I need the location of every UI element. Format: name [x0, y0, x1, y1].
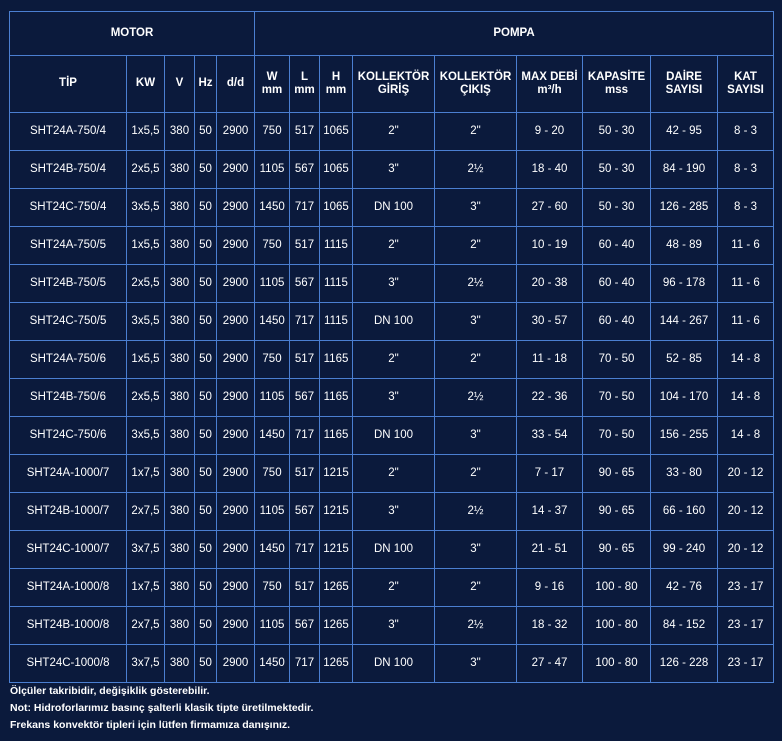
cell-hz: 50 [195, 493, 217, 531]
cell-kat-sayisi: 8 - 3 [718, 151, 774, 189]
cell-kollektor-cikis: 2" [435, 227, 517, 265]
cell-kapasite: 50 - 30 [583, 151, 651, 189]
cell-kapasite: 90 - 65 [583, 455, 651, 493]
cell-hz: 50 [195, 455, 217, 493]
cell-kat-sayisi: 8 - 3 [718, 189, 774, 227]
cell-kw: 1x5,5 [127, 341, 165, 379]
cell-w: 750 [255, 227, 290, 265]
cell-max-debi: 22 - 36 [517, 379, 583, 417]
cell-kat-sayisi: 23 - 17 [718, 607, 774, 645]
cell-l: 517 [290, 113, 320, 151]
col-h-unit: mm [325, 84, 347, 96]
group-motor: MOTOR [10, 12, 255, 56]
cell-max-debi: 21 - 51 [517, 531, 583, 569]
cell-kollektor-giris: 2" [353, 227, 435, 265]
cell-v: 380 [165, 189, 195, 227]
cell-kat-sayisi: 11 - 6 [718, 265, 774, 303]
col-max-debi-unit: m³/h [537, 84, 562, 96]
col-w-unit: mm [261, 84, 283, 96]
cell-v: 380 [165, 265, 195, 303]
col-kollektor-cikis-sub: ÇIKIŞ [460, 84, 491, 96]
cell-kw: 1x5,5 [127, 113, 165, 151]
cell-v: 380 [165, 607, 195, 645]
cell-kat-sayisi: 14 - 8 [718, 341, 774, 379]
cell-w: 750 [255, 341, 290, 379]
col-l-label: L [300, 70, 309, 83]
cell-kollektor-cikis: 2½ [435, 607, 517, 645]
cell-max-debi: 18 - 32 [517, 607, 583, 645]
cell-kapasite: 70 - 50 [583, 379, 651, 417]
cell-w: 1105 [255, 379, 290, 417]
note-line-1: Ölçüler takribidir, değişiklik gösterebilir. [10, 685, 210, 697]
col-kat-sub: SAYISI [727, 84, 764, 96]
cell-h: 1065 [320, 189, 353, 227]
table-row [10, 645, 774, 683]
cell-kapasite: 100 - 80 [583, 569, 651, 607]
note-line-3: Frekans konvektör tipleri için lütfen firmamıza danışınız. [10, 719, 291, 731]
cell-kat-sayisi: 11 - 6 [718, 227, 774, 265]
cell-l: 717 [290, 645, 320, 683]
table-row [10, 493, 774, 531]
cell-daire-sayisi: 42 - 76 [651, 569, 718, 607]
cell-dd: 2900 [217, 341, 255, 379]
cell-hz: 50 [195, 113, 217, 151]
cell-tip: SHT24B-750/5 [10, 265, 127, 303]
cell-daire-sayisi: 66 - 160 [651, 493, 718, 531]
cell-l: 517 [290, 569, 320, 607]
cell-w: 750 [255, 113, 290, 151]
col-kollektor-cikis-label: KOLLEKTÖR [439, 70, 512, 83]
col-daire-sayisi [651, 56, 718, 113]
cell-daire-sayisi: 96 - 178 [651, 265, 718, 303]
cell-kat-sayisi: 14 - 8 [718, 417, 774, 455]
cell-dd: 2900 [217, 493, 255, 531]
cell-max-debi: 27 - 60 [517, 189, 583, 227]
cell-kapasite: 70 - 50 [583, 341, 651, 379]
cell-daire-sayisi: 99 - 240 [651, 531, 718, 569]
cell-h: 1215 [320, 493, 353, 531]
cell-dd: 2900 [217, 113, 255, 151]
cell-daire-sayisi: 84 - 152 [651, 607, 718, 645]
table-row [10, 607, 774, 645]
cell-dd: 2900 [217, 189, 255, 227]
table-row [10, 189, 774, 227]
cell-max-debi: 33 - 54 [517, 417, 583, 455]
col-kollektor-giris-sub: GİRİŞ [377, 84, 410, 96]
cell-w: 1450 [255, 189, 290, 227]
cell-tip: SHT24B-750/6 [10, 379, 127, 417]
cell-kollektor-cikis: 2½ [435, 265, 517, 303]
cell-v: 380 [165, 151, 195, 189]
cell-tip: SHT24B-1000/8 [10, 607, 127, 645]
cell-kollektor-giris: 2" [353, 455, 435, 493]
cell-hz: 50 [195, 645, 217, 683]
table-row [10, 417, 774, 455]
cell-kat-sayisi: 20 - 12 [718, 493, 774, 531]
cell-hz: 50 [195, 303, 217, 341]
cell-l: 567 [290, 607, 320, 645]
cell-v: 380 [165, 341, 195, 379]
cell-w: 1450 [255, 303, 290, 341]
cell-v: 380 [165, 417, 195, 455]
cell-dd: 2900 [217, 265, 255, 303]
cell-kollektor-cikis: 3" [435, 645, 517, 683]
spec-table [9, 11, 774, 683]
cell-daire-sayisi: 33 - 80 [651, 455, 718, 493]
cell-kollektor-giris: 3" [353, 607, 435, 645]
cell-v: 380 [165, 531, 195, 569]
cell-max-debi: 7 - 17 [517, 455, 583, 493]
cell-kw: 2x5,5 [127, 265, 165, 303]
cell-h: 1165 [320, 341, 353, 379]
cell-tip: SHT24A-750/4 [10, 113, 127, 151]
cell-w: 1450 [255, 645, 290, 683]
cell-v: 380 [165, 227, 195, 265]
table-row [10, 569, 774, 607]
column-header-row [10, 56, 774, 113]
cell-l: 717 [290, 531, 320, 569]
cell-v: 380 [165, 113, 195, 151]
cell-kollektor-giris: 2" [353, 569, 435, 607]
col-max-debi [517, 56, 583, 113]
cell-daire-sayisi: 48 - 89 [651, 227, 718, 265]
cell-kw: 3x5,5 [127, 417, 165, 455]
cell-dd: 2900 [217, 417, 255, 455]
cell-kat-sayisi: 8 - 3 [718, 113, 774, 151]
cell-hz: 50 [195, 379, 217, 417]
cell-dd: 2900 [217, 151, 255, 189]
cell-kat-sayisi: 20 - 12 [718, 531, 774, 569]
cell-w: 1105 [255, 493, 290, 531]
cell-kollektor-cikis: 2" [435, 569, 517, 607]
cell-hz: 50 [195, 417, 217, 455]
col-daire-sub: SAYISI [665, 84, 703, 96]
cell-hz: 50 [195, 341, 217, 379]
cell-dd: 2900 [217, 227, 255, 265]
cell-kollektor-cikis: 2½ [435, 493, 517, 531]
cell-kapasite: 90 - 65 [583, 531, 651, 569]
col-kat-sayisi [718, 56, 774, 113]
note-line-2: Not: Hidroforlarımız basınç şalterli klasik tipte üretilmektedir. [10, 702, 314, 714]
col-v: V [165, 56, 195, 113]
cell-dd: 2900 [217, 379, 255, 417]
cell-w: 750 [255, 455, 290, 493]
cell-kw: 2x5,5 [127, 151, 165, 189]
cell-kollektor-giris: DN 100 [353, 303, 435, 341]
cell-l: 567 [290, 493, 320, 531]
cell-hz: 50 [195, 531, 217, 569]
cell-max-debi: 11 - 18 [517, 341, 583, 379]
cell-v: 380 [165, 493, 195, 531]
col-h [320, 56, 353, 113]
cell-kollektor-giris: 3" [353, 151, 435, 189]
cell-h: 1065 [320, 113, 353, 151]
cell-hz: 50 [195, 151, 217, 189]
col-l-unit: mm [294, 84, 315, 96]
cell-kollektor-cikis: 2" [435, 341, 517, 379]
cell-kollektor-giris: DN 100 [353, 189, 435, 227]
cell-h: 1165 [320, 417, 353, 455]
cell-kapasite: 60 - 40 [583, 265, 651, 303]
table-row [10, 265, 774, 303]
cell-w: 1105 [255, 265, 290, 303]
cell-daire-sayisi: 144 - 267 [651, 303, 718, 341]
cell-tip: SHT24B-1000/7 [10, 493, 127, 531]
cell-w: 1105 [255, 151, 290, 189]
cell-kapasite: 50 - 30 [583, 189, 651, 227]
cell-kw: 1x7,5 [127, 569, 165, 607]
cell-max-debi: 20 - 38 [517, 265, 583, 303]
cell-dd: 2900 [217, 607, 255, 645]
cell-h: 1265 [320, 607, 353, 645]
cell-hz: 50 [195, 227, 217, 265]
cell-w: 1105 [255, 607, 290, 645]
cell-kollektor-giris: 2" [353, 341, 435, 379]
cell-kw: 3x5,5 [127, 303, 165, 341]
cell-l: 717 [290, 189, 320, 227]
cell-tip: SHT24C-1000/7 [10, 531, 127, 569]
cell-h: 1115 [320, 265, 353, 303]
cell-l: 567 [290, 379, 320, 417]
cell-kw: 1x5,5 [127, 227, 165, 265]
cell-kollektor-giris: 3" [353, 379, 435, 417]
cell-h: 1115 [320, 303, 353, 341]
cell-l: 717 [290, 303, 320, 341]
table-row [10, 531, 774, 569]
cell-dd: 2900 [217, 645, 255, 683]
cell-kw: 3x7,5 [127, 645, 165, 683]
col-dd: d/d [217, 56, 255, 113]
col-kapasite-label: KAPASİTE [587, 70, 646, 83]
cell-daire-sayisi: 104 - 170 [651, 379, 718, 417]
col-tip: TİP [10, 56, 127, 113]
cell-h: 1115 [320, 227, 353, 265]
cell-kollektor-cikis: 2½ [435, 379, 517, 417]
cell-kollektor-giris: 3" [353, 493, 435, 531]
col-kw: KW [127, 56, 165, 113]
cell-kw: 2x7,5 [127, 493, 165, 531]
col-kollektor-cikis [435, 56, 517, 113]
cell-tip: SHT24A-750/6 [10, 341, 127, 379]
cell-daire-sayisi: 126 - 285 [651, 189, 718, 227]
cell-l: 567 [290, 265, 320, 303]
cell-l: 717 [290, 417, 320, 455]
cell-v: 380 [165, 379, 195, 417]
cell-kollektor-cikis: 3" [435, 189, 517, 227]
cell-hz: 50 [195, 189, 217, 227]
cell-l: 567 [290, 151, 320, 189]
cell-l: 517 [290, 455, 320, 493]
cell-w: 1450 [255, 417, 290, 455]
cell-max-debi: 18 - 40 [517, 151, 583, 189]
cell-hz: 50 [195, 607, 217, 645]
cell-kat-sayisi: 11 - 6 [718, 303, 774, 341]
table-row [10, 455, 774, 493]
cell-kollektor-cikis: 2" [435, 113, 517, 151]
cell-w: 750 [255, 569, 290, 607]
cell-kapasite: 100 - 80 [583, 645, 651, 683]
col-kapasite [583, 56, 651, 113]
cell-kapasite: 50 - 30 [583, 113, 651, 151]
cell-h: 1265 [320, 569, 353, 607]
cell-daire-sayisi: 84 - 190 [651, 151, 718, 189]
cell-v: 380 [165, 303, 195, 341]
cell-kollektor-cikis: 3" [435, 531, 517, 569]
cell-kollektor-cikis: 2½ [435, 151, 517, 189]
cell-kat-sayisi: 20 - 12 [718, 455, 774, 493]
cell-daire-sayisi: 42 - 95 [651, 113, 718, 151]
table-row [10, 303, 774, 341]
cell-max-debi: 9 - 20 [517, 113, 583, 151]
table-row [10, 227, 774, 265]
table-row [10, 151, 774, 189]
cell-kollektor-cikis: 2" [435, 455, 517, 493]
group-header-row [10, 12, 774, 56]
cell-kapasite: 70 - 50 [583, 417, 651, 455]
cell-tip: SHT24A-1000/7 [10, 455, 127, 493]
cell-max-debi: 30 - 57 [517, 303, 583, 341]
cell-h: 1265 [320, 645, 353, 683]
cell-v: 380 [165, 645, 195, 683]
table-row [10, 341, 774, 379]
cell-tip: SHT24A-750/5 [10, 227, 127, 265]
cell-tip: SHT24C-750/5 [10, 303, 127, 341]
col-kollektor-giris [353, 56, 435, 113]
col-h-label: H [331, 70, 341, 83]
cell-max-debi: 10 - 19 [517, 227, 583, 265]
col-kollektor-giris-label: KOLLEKTÖR [357, 70, 430, 83]
cell-kollektor-cikis: 3" [435, 417, 517, 455]
cell-kollektor-giris: 3" [353, 265, 435, 303]
cell-w: 1450 [255, 531, 290, 569]
cell-v: 380 [165, 569, 195, 607]
cell-kollektor-giris: DN 100 [353, 417, 435, 455]
cell-kollektor-giris: 2" [353, 113, 435, 151]
cell-l: 517 [290, 227, 320, 265]
col-w [255, 56, 290, 113]
cell-h: 1065 [320, 151, 353, 189]
cell-tip: SHT24B-750/4 [10, 151, 127, 189]
cell-kw: 2x5,5 [127, 379, 165, 417]
cell-daire-sayisi: 126 - 228 [651, 645, 718, 683]
cell-max-debi: 27 - 47 [517, 645, 583, 683]
cell-h: 1165 [320, 379, 353, 417]
col-l [290, 56, 320, 113]
cell-kat-sayisi: 23 - 17 [718, 645, 774, 683]
cell-daire-sayisi: 52 - 85 [651, 341, 718, 379]
cell-v: 380 [165, 455, 195, 493]
col-w-label: W [266, 70, 278, 83]
col-daire-label: DAİRE [666, 70, 702, 83]
cell-kapasite: 90 - 65 [583, 493, 651, 531]
cell-kw: 3x7,5 [127, 531, 165, 569]
cell-daire-sayisi: 156 - 255 [651, 417, 718, 455]
cell-kapasite: 60 - 40 [583, 227, 651, 265]
cell-tip: SHT24A-1000/8 [10, 569, 127, 607]
cell-tip: SHT24C-750/6 [10, 417, 127, 455]
col-hz: Hz [195, 56, 217, 113]
table-body [10, 113, 774, 683]
col-kapasite-unit: mss [604, 84, 629, 96]
cell-tip: SHT24C-750/4 [10, 189, 127, 227]
table-row [10, 379, 774, 417]
cell-max-debi: 9 - 16 [517, 569, 583, 607]
group-pompa: POMPA [255, 12, 774, 56]
cell-kw: 3x5,5 [127, 189, 165, 227]
cell-max-debi: 14 - 37 [517, 493, 583, 531]
table-row [10, 113, 774, 151]
cell-kat-sayisi: 14 - 8 [718, 379, 774, 417]
cell-dd: 2900 [217, 303, 255, 341]
cell-hz: 50 [195, 569, 217, 607]
cell-l: 517 [290, 341, 320, 379]
cell-kollektor-giris: DN 100 [353, 531, 435, 569]
cell-h: 1215 [320, 455, 353, 493]
cell-kw: 1x7,5 [127, 455, 165, 493]
cell-kw: 2x7,5 [127, 607, 165, 645]
cell-kollektor-cikis: 3" [435, 303, 517, 341]
col-max-debi-label: MAX DEBİ [521, 70, 578, 83]
cell-hz: 50 [195, 265, 217, 303]
cell-dd: 2900 [217, 455, 255, 493]
cell-dd: 2900 [217, 531, 255, 569]
cell-kollektor-giris: DN 100 [353, 645, 435, 683]
cell-kapasite: 60 - 40 [583, 303, 651, 341]
cell-tip: SHT24C-1000/8 [10, 645, 127, 683]
footnotes [10, 683, 313, 734]
col-kat-label: KAT [734, 70, 757, 83]
cell-dd: 2900 [217, 569, 255, 607]
cell-h: 1215 [320, 531, 353, 569]
cell-kat-sayisi: 23 - 17 [718, 569, 774, 607]
cell-kapasite: 100 - 80 [583, 607, 651, 645]
